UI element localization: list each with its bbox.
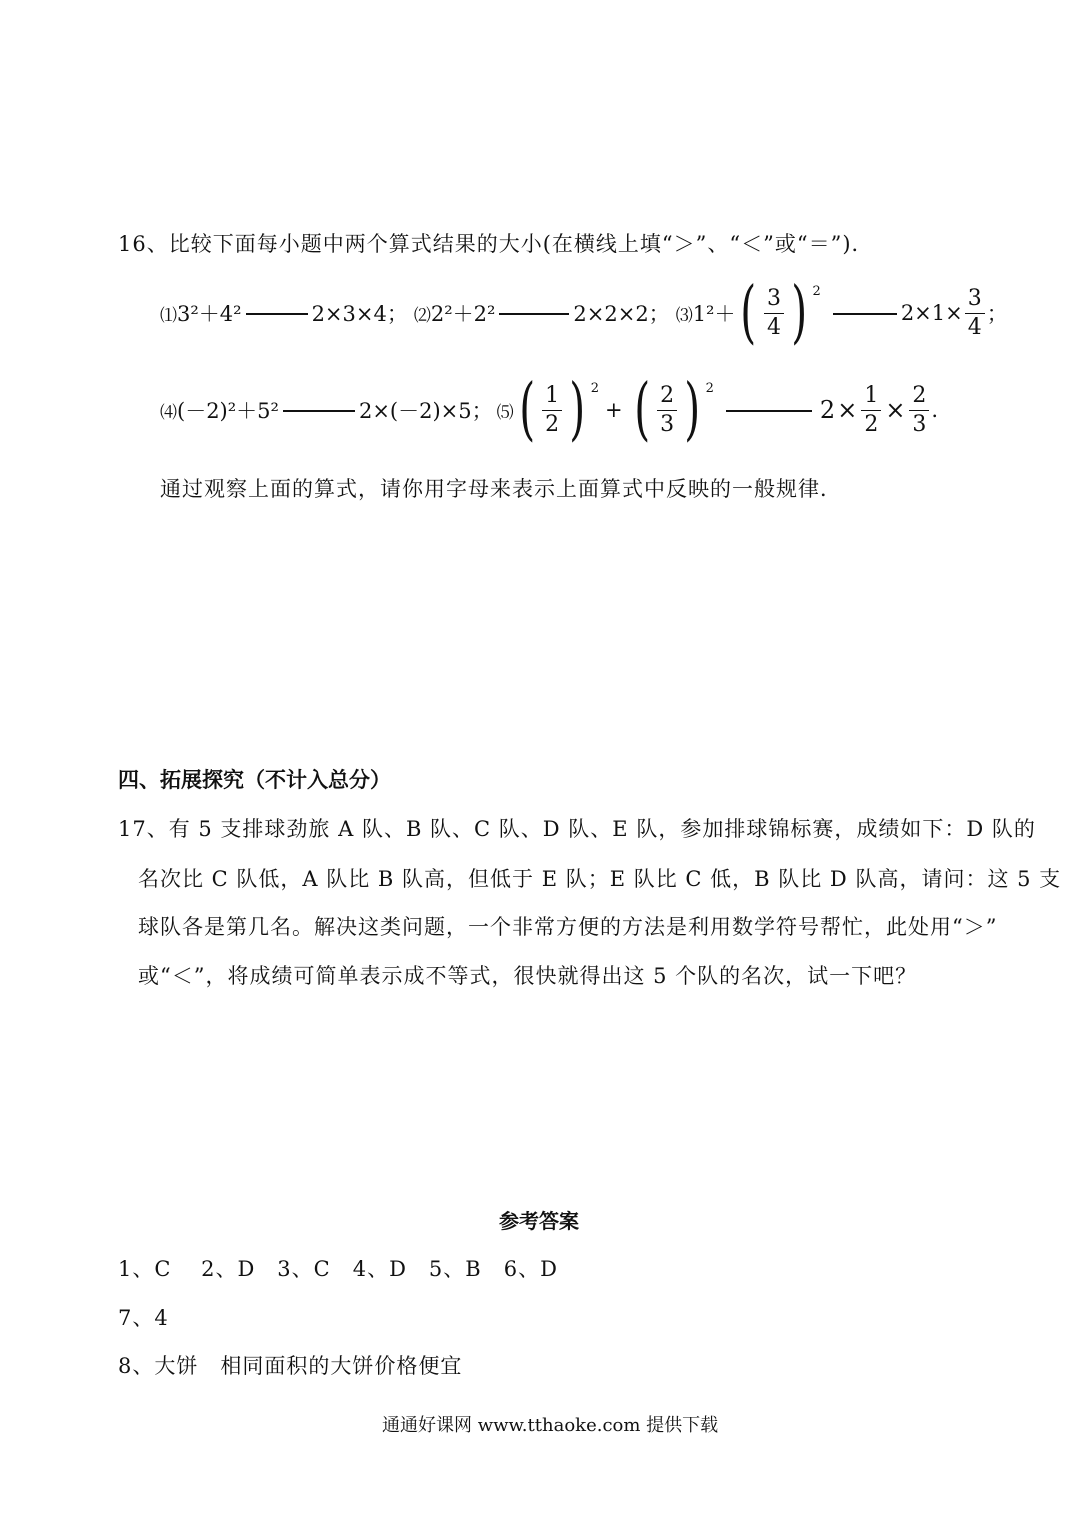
answers-line-2: 7、4 <box>118 1306 169 1330</box>
expression: 2×3×4； <box>311 302 408 326</box>
answers-line-1: 1、C 2、D 3、C 4、D 5、B 6、D <box>118 1257 558 1281</box>
answer-blank[interactable] <box>283 409 355 412</box>
q16-row2 <box>160 365 938 455</box>
answers-heading: 参考答案 <box>499 1209 579 1233</box>
part-tag: ⑷ <box>160 402 177 423</box>
q16-title: 16、比较下面每小题中两个算式结果的大小(在横线上填“＞”、“＜”或“＝”)． <box>118 232 874 256</box>
expression: (－2)²＋5² <box>177 399 279 423</box>
expression: 2 <box>819 396 836 424</box>
part-tag: ⑴ <box>160 305 177 326</box>
answer-blank[interactable] <box>833 312 897 315</box>
punctuation: ； <box>986 302 1008 326</box>
part-tag: ⑸ <box>496 402 514 423</box>
fraction-in-parentheses: ( $\frac{2}{3}$ ) 2 <box>633 370 714 449</box>
expression: 3²＋4² <box>177 302 242 326</box>
q16-instruction: 通过观察上面的算式，请你用字母来表示上面算式中反映的一般规律． <box>160 477 842 501</box>
fraction: $\frac{3}{4}$ <box>965 285 985 342</box>
answer-blank[interactable] <box>499 312 569 315</box>
fraction: $\frac{2}{3}$ <box>657 382 677 439</box>
exponent: 2 <box>590 380 599 396</box>
fraction-in-parentheses: ( $\frac{3}{4}$ ) 2 <box>740 273 821 352</box>
exponent: 2 <box>812 283 821 299</box>
answer-blank[interactable] <box>246 312 308 315</box>
q17-line-3: 球队各是第几名。解决这类问题，一个非常方便的方法是利用数学符号帮忙，此处用“＞” <box>138 915 998 939</box>
punctuation: . <box>931 398 939 422</box>
exponent: 2 <box>705 380 714 396</box>
answers-line-3: 8、大饼 相同面积的大饼价格便宜 <box>118 1354 463 1378</box>
answer-blank[interactable] <box>726 409 812 412</box>
expression: 2×(－2)×5； <box>358 399 493 423</box>
fraction: $\frac{1}{2}$ <box>542 382 562 439</box>
q17-line-4: 或“＜”，将成绩可简单表示成不等式，很快就得出这 5 个队的名次，试一下吧？ <box>138 964 918 988</box>
times-sign: × <box>837 396 858 424</box>
q17-line-1: 17、有 5 支排球劲旅 A 队、B 队、C 队、D 队、E 队，参加排球锦标赛，成绩如下：D 队的 <box>118 817 1036 841</box>
part-tag: ⑵ <box>413 305 431 326</box>
expression: 2×1× <box>900 301 963 325</box>
fraction: $\frac{1}{2}$ <box>861 382 881 439</box>
fraction: $\frac{2}{3}$ <box>909 382 929 439</box>
fraction: $\frac{3}{4}$ <box>764 285 784 342</box>
page-footer: 通通好课网 www.tthaoke.com 提供下载 <box>382 1415 719 1436</box>
fraction-in-parentheses: ( $\frac{1}{2}$ ) 2 <box>518 370 599 449</box>
expression: 2×2×2； <box>573 302 670 326</box>
section-heading: 四、拓展探究（不计入总分） <box>118 768 391 792</box>
expression: 2²＋2² <box>430 302 496 326</box>
plus-sign: + <box>604 398 623 422</box>
expression: 1²＋ <box>692 302 736 326</box>
q16-row1 <box>160 268 1008 358</box>
times-sign: × <box>885 396 906 424</box>
part-tag: ⑶ <box>675 305 693 326</box>
q17-line-2: 名次比 C 队低，A 队比 B 队高，但低于 E 队；E 队比 C 低，B 队比 D 队高，请问：这 5 支 <box>138 867 1062 891</box>
